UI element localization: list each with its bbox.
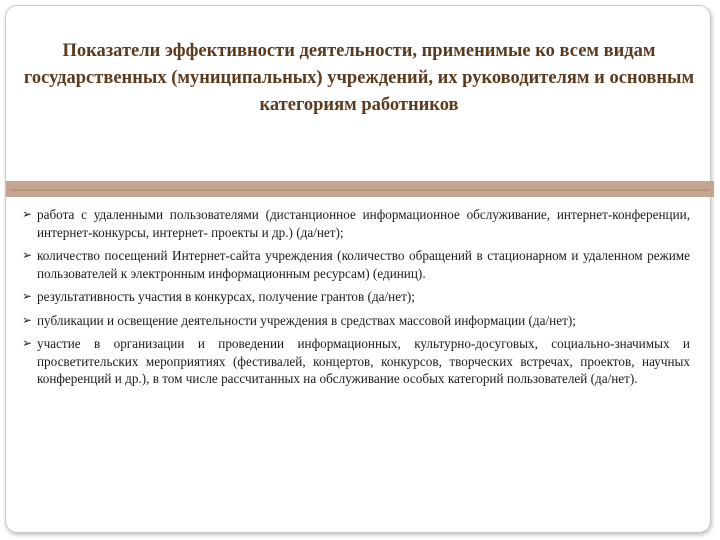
bullet-item <box>22 247 690 282</box>
bullet-list <box>22 206 690 388</box>
divider-accent <box>10 189 710 191</box>
bullet-item <box>22 335 690 388</box>
title-area <box>6 6 712 181</box>
arrow-bullet-icon: ➢ <box>22 289 33 303</box>
bullet-text: публикации и освещение деятельности учреждения в средствах массовой информации (да/нет); <box>37 312 576 328</box>
bullet-item <box>22 312 690 330</box>
bullet-text: участие в организации и проведении информационных, культурно-досуговых, социально-значимых и просветительских мероприятиях (фестивалей, концертов, конкурсов, творческих встречах, проектов, научных конференций и др.), в том числе рассчитанных на обслуживание особых категорий пользователей (да/нет). <box>37 336 690 386</box>
arrow-bullet-icon: ➢ <box>22 312 33 327</box>
slide-title: Показатели эффективности деятельности, применимые ко всем видам государственных (муниципальных) учреждений, их руководителям и основным категориям работников <box>23 41 695 115</box>
arrow-bullet-icon: ➢ <box>22 336 33 350</box>
arrow-bullet-icon: ➢ <box>22 248 33 262</box>
bullet-item <box>22 206 690 241</box>
bullet-text: работа с удаленными пользователями (дистанционное информационное обслуживание, интернет-конференции, интернет-конкурсы, интернет- проекты и др.) (да/нет); <box>37 207 690 240</box>
bullet-text: количество посещений Интернет-сайта учреждения (количество обращений в стационарном и удаленном режиме пользователей к электронным информационным ресурсам) (единиц). <box>37 248 690 281</box>
bullet-item <box>22 288 690 306</box>
bullet-text: результативность участия в конкурсах, получение грантов (да/нет); <box>37 289 415 304</box>
content-body <box>22 206 690 394</box>
arrow-bullet-icon: ➢ <box>22 207 33 221</box>
